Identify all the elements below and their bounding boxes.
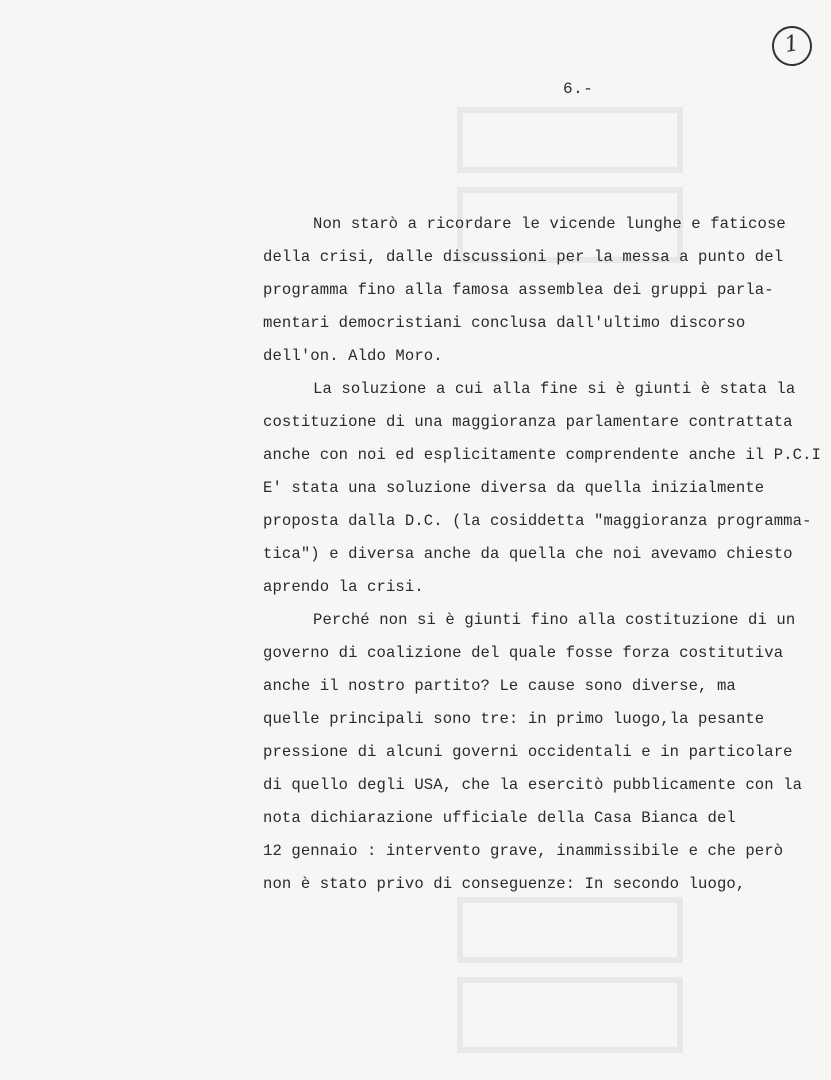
text-line: dell'on. Aldo Moro. — [263, 347, 443, 365]
text-line: di quello degli USA, che la esercitò pubblicamente con la — [263, 776, 803, 794]
text-line: tica") e diversa anche da quella che noi avevamo chiesto — [263, 545, 793, 563]
text-line: La soluzione a cui alla fine si è giunti è stata la — [313, 380, 796, 398]
text-line: della crisi, dalle discussioni per la messa a punto del — [263, 248, 784, 266]
text-line: aprendo la crisi. — [263, 578, 424, 596]
text-line: governo di coalizione del quale fosse forza costitutiva — [263, 644, 784, 662]
text-line: quelle principali sono tre: in primo luogo,la pesante — [263, 710, 765, 728]
page-number: 6.- — [563, 80, 594, 98]
text-line: E' stata una soluzione diversa da quella inizialmente — [263, 479, 765, 497]
page-mark-stamp: 1 — [769, 23, 815, 69]
text-line: proposta dalla D.C. (la cosiddetta "maggioranza programma- — [263, 512, 812, 530]
text-line: mentari democristiani conclusa dall'ultimo discorso — [263, 314, 746, 332]
text-line: costituzione di una maggioranza parlamentare contrattata — [263, 413, 793, 431]
text-line: anche il nostro partito? Le cause sono diverse, ma — [263, 677, 736, 695]
text-line: Perché non si è giunti fino alla costituzione di un — [313, 611, 796, 629]
text-line: non è stato privo di conseguenze: In secondo luogo, — [263, 875, 746, 893]
text-line: pressione di alcuni governi occidentali e in particolare — [263, 743, 793, 761]
text-line: 12 gennaio : intervento grave, inammissibile e che però — [263, 842, 784, 860]
text-line: Non starò a ricordare le vicende lunghe e faticose — [313, 215, 786, 233]
text-line: programma fino alla famosa assemblea dei gruppi parla- — [263, 281, 774, 299]
text-line: anche con noi ed esplicitamente comprendente anche il P.C.I — [263, 446, 822, 464]
text-line: nota dichiarazione ufficiale della Casa Bianca del — [263, 809, 736, 827]
paper-watermark — [420, 20, 720, 1060]
